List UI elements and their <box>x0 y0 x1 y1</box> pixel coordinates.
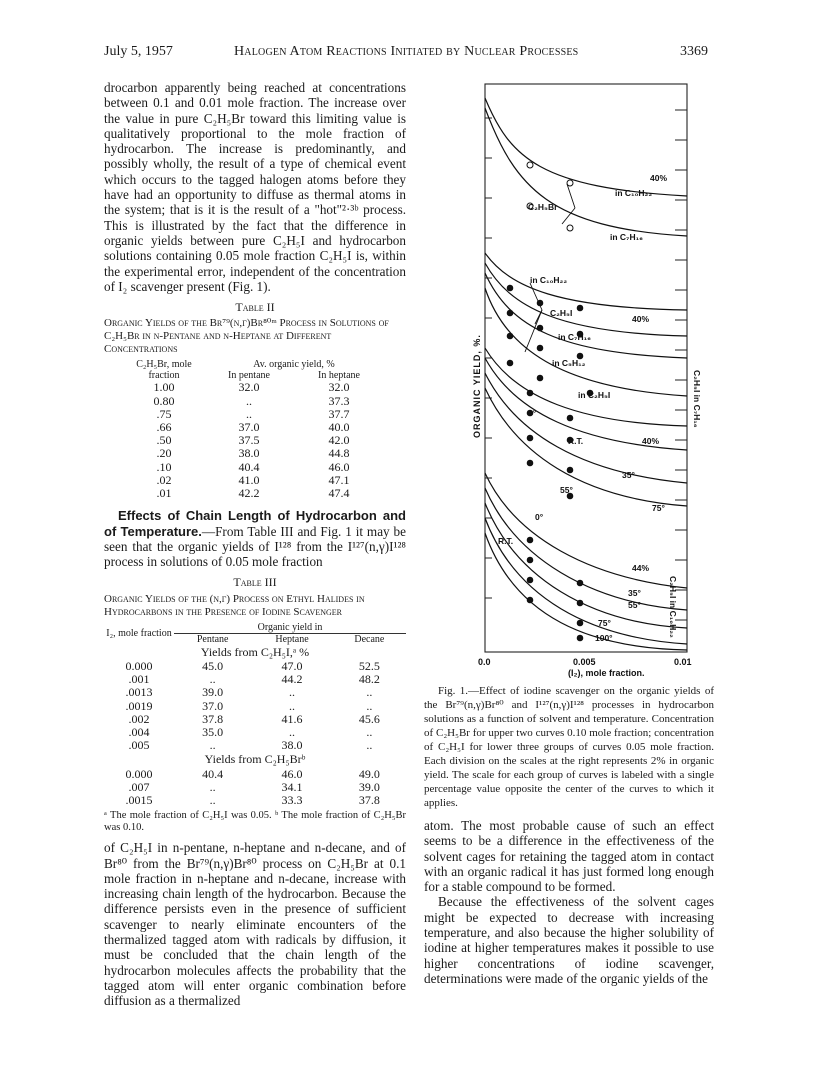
fig-label: C₂H₅Br <box>528 202 558 212</box>
table-cell: 35.0 <box>202 724 224 739</box>
table-cell: .. <box>366 698 373 713</box>
fig-label: 75° <box>652 503 665 513</box>
figure-1 <box>470 78 710 678</box>
table-cell: .50 <box>156 433 172 448</box>
table-cell: .66 <box>156 420 172 435</box>
curve-c2h5i-decane <box>485 253 687 310</box>
fig-label: in C₅H₁₂ <box>552 358 586 368</box>
table3-subheader-2: Yields from C₂H₅Brᵇ <box>204 752 306 767</box>
fig-label: 35° <box>628 588 641 598</box>
left-paragraph-3: of C₂H₅I in n-pentane, n-heptane and n-decane, and of Br⁸⁰ from the Br⁷⁹(n,γ)Br⁸⁰ process on C₂H₅Br at 0.1 mole fraction in n-heptane and n-decane, increase with increasing chain length of the hydrocarbon. Because the difference persists even in the presence of sufficient scavenger to nearly eliminate encounters of the thermalized tagged atom with radicals by diffusion, it must be concluded that the chain length of the hydrocarbon molecules affects the probability that the tagged atom will enter organic combination before diffusion as a thermalized <box>104 840 406 1009</box>
table-cell: 32.0 <box>238 380 260 395</box>
fig-scale-label: C₂H₅I in C₇H₁₆ <box>692 370 702 428</box>
fig-label: in C₁₀H₂₂ <box>615 188 653 198</box>
table-row <box>124 395 384 408</box>
table-cell: 42.0 <box>328 433 350 448</box>
table2-span-header: Av. organic yield, % <box>253 359 335 371</box>
section-heading: Effects of Chain Length of Hydrocarbon and of Temperature. <box>104 508 406 539</box>
fig-label: 55° <box>560 485 573 495</box>
table-cell: 39.0 <box>358 779 380 794</box>
table-cell: 45.0 <box>202 658 224 673</box>
table-cell: 44.8 <box>328 446 350 461</box>
curve-heptane-0deg <box>485 348 687 426</box>
table-cell: .20 <box>156 446 172 461</box>
fig-label: 44% <box>632 563 650 573</box>
table-cell: .01 <box>156 486 172 501</box>
fig-label: 55° <box>628 600 641 610</box>
fig-label: 0° <box>535 512 544 522</box>
table2 <box>124 359 384 500</box>
figure-caption: Fig. 1.—Effect of iodine scavenger on the organic yields of the Br⁷⁹(n,γ)Br⁸⁰ and I¹²⁷(n,γ)I¹²⁸ processes in hydrocarbon solutions as a function of solvent and temperature. Concentration of C₂H₅Br for upper two curves 0.10 mole fraction; concentration of C₂H₅I for lower three groups of curves 0.05 mole fraction. Each division on the scales at the right represents 2% in organic yield. The scale for each group of curves is labeled with a single percentage value opposite the center of the curves to which it applies. <box>424 685 714 809</box>
left-column <box>104 80 406 1008</box>
table-cell: .. <box>209 738 216 753</box>
table-cell: 0.000 <box>125 766 153 781</box>
table2-col1-header: C₂H₅Br, mole fraction <box>136 359 192 382</box>
table-cell: .10 <box>156 459 172 474</box>
table2-label: Table II <box>235 300 275 315</box>
table-cell: 37.8 <box>202 711 224 726</box>
table-cell: 40.0 <box>328 420 350 435</box>
table2-col2-header: In pentane <box>228 370 270 382</box>
table-cell: 46.0 <box>281 766 303 781</box>
table3-col-heptane: Heptane <box>275 633 309 645</box>
table-cell: .. <box>289 685 296 700</box>
curve-c2h5i-pure <box>485 288 687 396</box>
fig-scale-label: C₂H₅I in C₁₀H₂₂ <box>668 576 678 638</box>
fig-label: 0° <box>528 408 537 418</box>
fig-label: in C₇H₁₆ <box>558 332 591 342</box>
table-cell: 46.0 <box>328 459 350 474</box>
x-tick: 0.01 <box>674 657 692 667</box>
table-cell: .005 <box>128 738 150 753</box>
table-cell: 47.4 <box>328 486 350 501</box>
table-cell: .. <box>366 685 373 700</box>
table-row <box>124 447 384 460</box>
table-cell: 42.2 <box>238 486 260 501</box>
table-cell: 49.0 <box>358 766 380 781</box>
right-column <box>424 684 714 986</box>
table-cell: 48.2 <box>358 672 380 687</box>
table-cell: .. <box>366 738 373 753</box>
table-cell: .. <box>289 698 296 713</box>
fig-label: 35° <box>622 470 635 480</box>
curve-c2h5br-heptane <box>485 108 687 236</box>
curve-c2h5i-heptane <box>485 263 687 336</box>
table-row <box>104 713 406 726</box>
table-cell: .002 <box>128 711 150 726</box>
fig-label: R.T. <box>498 536 514 546</box>
table-cell: .. <box>209 779 216 794</box>
table-cell: 47.1 <box>328 472 350 487</box>
table3 <box>104 622 406 807</box>
fig-label: in C₂H₅I <box>578 390 611 400</box>
table-cell: 44.2 <box>281 672 303 687</box>
table-row <box>104 794 406 807</box>
table-cell: 37.0 <box>202 698 224 713</box>
table3-footnote: ᵃ The mole fraction of C₂H₅I was 0.05. ᵇ The mole fraction of C₂H₅Br was 0.10. <box>104 810 406 834</box>
table-cell: 37.3 <box>328 393 350 408</box>
table2-title: Organic Yields of the Br⁷⁹(n,γ)Br⁸⁰ᵐ Process in Solutions of C₂H₅Br in n-Pentane and n-Heptane at Different Concentrations <box>104 317 389 356</box>
table3-col-pentane: Pentane <box>196 633 229 645</box>
table-row <box>104 768 406 781</box>
table-cell: .001 <box>128 672 150 687</box>
curve-decane-55 <box>485 503 687 628</box>
fig-label: in C₁₀H₂₂ <box>530 275 568 285</box>
curve-decane-100 <box>485 533 687 650</box>
table-cell: 33.3 <box>281 793 303 807</box>
table-cell: 37.7 <box>328 406 350 421</box>
fig-label: 40% <box>642 436 660 446</box>
y-axis-label: ORGANIC YIELD, %. <box>472 334 482 438</box>
table-cell: 37.0 <box>238 420 260 435</box>
table-cell: 32.0 <box>328 380 350 395</box>
table-cell: .004 <box>128 724 150 739</box>
header-date: July 5, 1957 <box>104 44 173 59</box>
table-cell: .. <box>246 393 252 408</box>
table-cell: .02 <box>156 472 172 487</box>
table-cell: 47.0 <box>281 658 303 673</box>
x-tick: 0.005 <box>573 657 596 667</box>
table-cell: .0013 <box>125 685 153 700</box>
left-paragraph-2 <box>104 508 406 569</box>
fig-label: C₂H₅I <box>550 308 573 318</box>
table-cell: 41.0 <box>238 472 260 487</box>
table3-col1-header: I₂, mole fraction <box>106 627 172 639</box>
table-cell: 40.4 <box>238 459 260 474</box>
table-cell: 38.0 <box>238 446 260 461</box>
table-cell: .. <box>366 724 373 739</box>
fig-label: 100° <box>595 633 613 643</box>
table-cell: .. <box>209 672 216 687</box>
running-title: Halogen Atom Reactions Initiated by Nuclear Processes <box>234 44 579 59</box>
table-cell: 38.0 <box>281 738 303 753</box>
left-paragraph-1: drocarbon apparently being reached at concentrations between 0.1 and 0.01 mole fraction. The increase over the value in pure C₂H₅Br toward this limiting value is qualitatively proportional to the mole fraction of hydrocarbon. The increase is predominantly, and possibly wholly, the result of a type of chemical event which occurs to the tagged halogen atoms before they have had an opportunity to diffuse as thermal atoms in the system; that is it is the result of a "hot"²·³ᵇ process. This is illustrated by the fact that the difference in organic yields between pure C₂H₅I and hydrocarbon solutions containing 0.05 mole fraction C₂H₅I is, within the experimental error, independent of the concentration of I₂ scavenger present (Fig. 1). <box>104 80 406 294</box>
fig-label: 40% <box>632 314 650 324</box>
table-cell: 0.000 <box>125 658 153 673</box>
table-cell: 45.6 <box>358 711 380 726</box>
curve-c2h5i-pentane <box>485 273 687 358</box>
table-cell: .. <box>209 793 216 807</box>
table-cell: .. <box>289 724 296 739</box>
table-row <box>104 700 406 713</box>
table3-title: Organic Yields of the (n,γ) Process on Ethyl Halides in Hydrocarbons in the Presence of Iodine Scavenger <box>104 592 365 618</box>
table-row <box>124 487 384 500</box>
table-cell: .0019 <box>125 698 153 713</box>
table-cell: 37.8 <box>358 793 380 807</box>
table-cell: .007 <box>128 779 150 794</box>
x-tick: 0.0 <box>478 657 491 667</box>
table-row <box>124 381 384 394</box>
table-cell: 41.6 <box>281 711 303 726</box>
table-row <box>104 739 406 752</box>
table-cell: 40.4 <box>202 766 224 781</box>
table-cell: .. <box>246 406 252 421</box>
fig-label: 40% <box>650 173 668 183</box>
table-cell: 0.80 <box>153 393 175 408</box>
table-cell: 37.5 <box>238 433 260 448</box>
right-paragraph-1: atom. The most probable cause of such an effect seems to be a difference in the effectiveness of the solvent cages for retaining the tagged atom in contact with an organic radical it has just formed long enough for a stable compound to be formed. <box>424 818 714 895</box>
fig-label: in C₇H₁₆ <box>610 232 643 242</box>
table-cell: .0015 <box>125 793 153 807</box>
table3-span-header: Organic yield in <box>174 622 406 634</box>
fig-label: 75° <box>598 618 611 628</box>
page-header <box>104 44 708 64</box>
table3-subheader-1: Yields from C₂H₅I,ᵃ % <box>200 644 310 659</box>
table3-label: Table III <box>233 575 277 590</box>
right-paragraph-2: Because the effectiveness of the solvent cages might be expected to decrease with increasing temperature, and also because the higher solubility of iodine at higher temperatures makes it possible to use higher concentrations of iodine scavenger, determinations were made of the organic yields of the <box>424 894 714 986</box>
table2-col3-header: In heptane <box>318 370 360 382</box>
table-cell: .75 <box>156 406 172 421</box>
table3-col-decane: Decane <box>354 633 385 645</box>
table-row <box>124 461 384 474</box>
fig-label: R.T. <box>568 436 584 446</box>
x-axis-label: (I₂), mole fraction. <box>568 668 645 678</box>
table-row <box>104 686 406 699</box>
left-paragraph-2-text: —From Table III and Fig. 1 it may be seen that the organic yields of I¹²⁸ from the I¹²⁷(n,γ)I¹²⁸ process in solutions of 0.05 mole fraction <box>104 523 406 570</box>
table-cell: 34.1 <box>281 779 303 794</box>
table-cell: 39.0 <box>202 685 224 700</box>
table-cell: 52.5 <box>358 658 380 673</box>
table2-body <box>124 381 384 500</box>
page-number: 3369 <box>680 44 708 59</box>
table-cell: 1.00 <box>153 380 175 395</box>
